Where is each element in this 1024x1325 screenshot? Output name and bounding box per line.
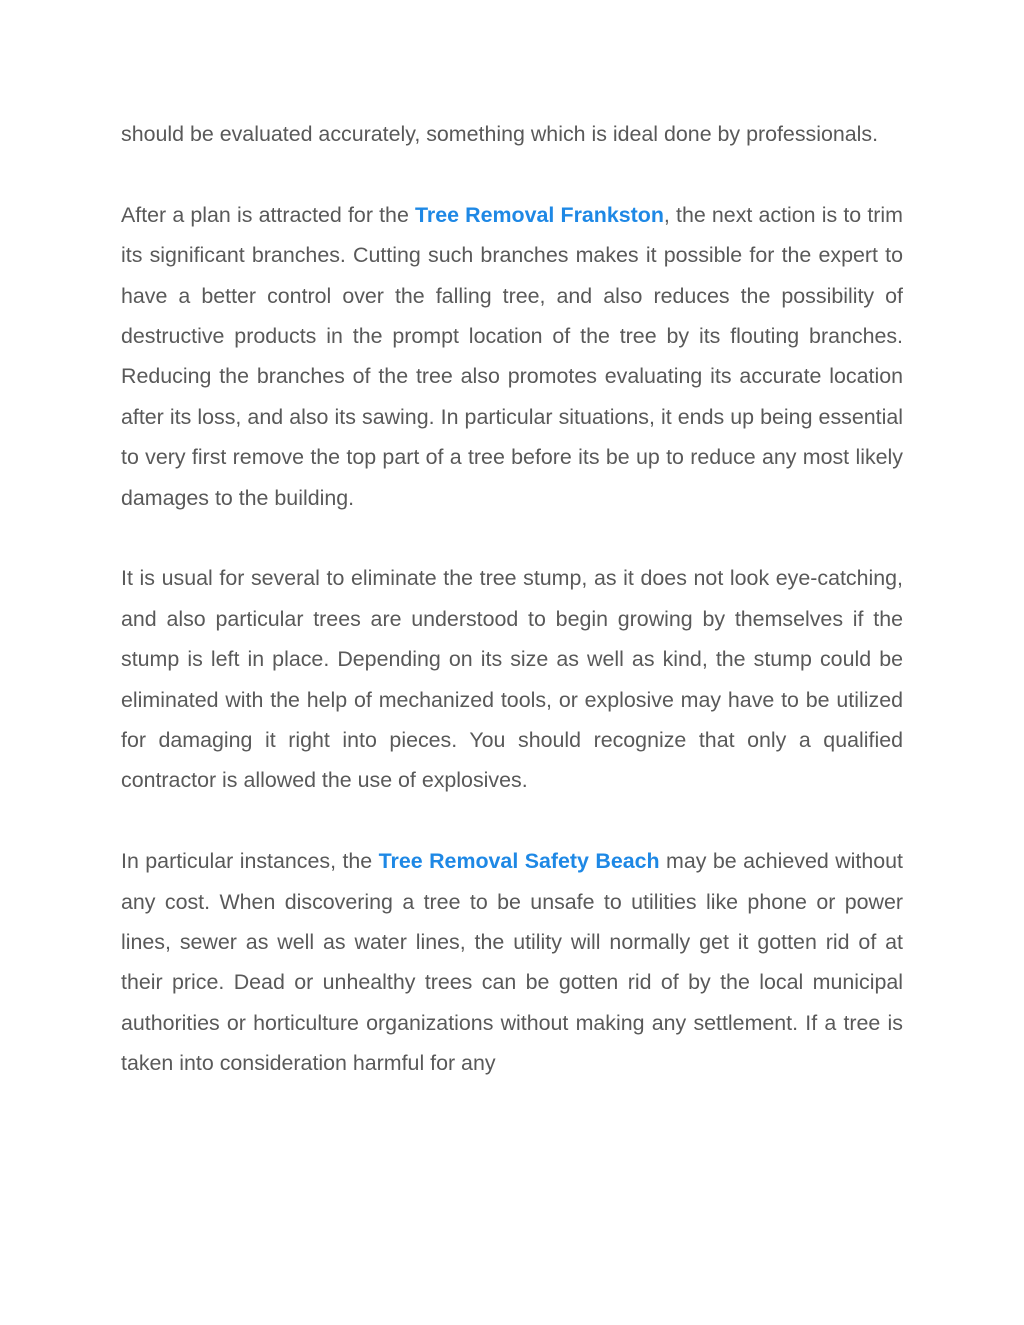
paragraph-text-segment: In particular instances, the: [121, 849, 379, 874]
paragraph-stump-removal: It is usual for several to eliminate the tree stump, as it does not look eye-catching, and also particular trees are understood to begin growing by themselves if the stump is left in place. Depending on its size as well as kind, the stump could be eliminated with the help of mechanized tools, or explosive may have to be utilized for damaging it right into pieces. You should recognize that only a qualified contractor is allowed the use of explosives.: [121, 566, 903, 793]
paragraph-intro-continuation: should be evaluated accurately, something which is ideal done by professionals.: [121, 122, 879, 146]
paragraph-free-removal: [121, 841, 903, 1083]
link-tree-removal-frankston[interactable]: Tree Removal Frankston: [415, 202, 664, 227]
paragraph-text-segment: , the next action is to trim its significant branches. Cutting such branches makes it possible for the expert to have a better control over the falling tree, and also reduces the possibility of destructive products in the prompt location of the tree by its flouting branches. Reducing the branches of the tree also promotes evaluating its accurate location after its loss, and also its sawing. In particular situations, it ends up being essential to very first remove the top part of a tree before its be up to reduce any most likely damages to the building.: [121, 202, 903, 510]
paragraph-text-segment: After a plan is attracted for the: [121, 202, 416, 227]
document-page: [121, 114, 903, 1124]
link-tree-removal-safety-beach[interactable]: Tree Removal Safety Beach: [378, 849, 660, 874]
paragraph-text-segment: may be achieved without any cost. When discovering a tree to be unsafe to utilities like phone or power lines, sewer as well as water lines, the utility will normally get it gotten rid of at their price. Dead or unhealthy trees can be gotten rid of by the local municipal authorities or horticulture organizations without making any settlement. If a tree is taken into consideration harmful for any: [121, 849, 903, 1076]
paragraph-trimming-branches: [121, 195, 903, 518]
